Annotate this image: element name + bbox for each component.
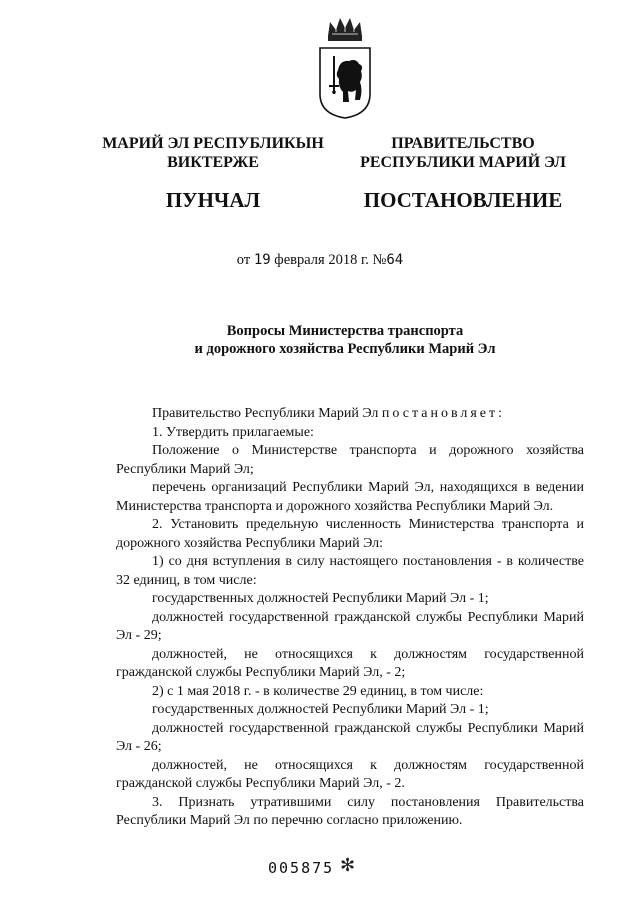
header-right-doctype: ПОСТАНОВЛЕНИЕ	[363, 188, 563, 212]
serial-number: 005875	[268, 859, 335, 877]
paragraph: должностей государственной гражданской службы Республики Марий Эл - 29;	[116, 609, 584, 643]
document-body	[116, 405, 584, 831]
paragraph: Положение о Министерстве транспорта и дорожного хозяйства Республики Марий Эл;	[116, 443, 584, 477]
paragraph: 1) со дня вступления в силу настоящего постановления - в количестве 32 единиц, в том числе:	[116, 554, 584, 588]
doc-number: 64	[386, 252, 404, 268]
paragraph: должностей, не относящихся к должностям государственной гражданской службы Республики Марий Эл, - 2.	[116, 757, 584, 791]
paragraph: государственных должностей Республики Марий Эл - 1;	[152, 591, 489, 606]
header-right	[348, 134, 578, 212]
header-right-line1: ПРАВИТЕЛЬСТВО	[391, 135, 535, 152]
paragraph-intro	[116, 405, 584, 424]
header-left-doctype: ПУНЧАЛ	[165, 188, 261, 212]
paragraph: должностей государственной гражданской службы Республики Марий Эл - 26;	[116, 720, 584, 754]
paragraph: перечень организаций Республики Марий Эл, находящихся в ведении Министерства транспорта и дорожного хозяйства Республики Марий Эл.	[116, 480, 584, 514]
header-right-line2: РЕСПУБЛИКИ МАРИЙ ЭЛ	[360, 154, 566, 171]
paragraph: 3. Признать утратившими силу постановления Правительства Республики Марий Эл по перечню согласно приложению.	[116, 794, 584, 828]
paragraph: 1. Утвердить прилагаемые:	[152, 424, 314, 440]
paragraph: 2) с 1 мая 2018 г. - в количестве 29 единиц, в том числе:	[152, 683, 484, 699]
intro-decree-word: постановляет:	[381, 406, 506, 421]
paragraph: должностей, не относящихся к должностям государственной гражданской службы Республики Марий Эл, - 2;	[116, 646, 584, 680]
title-line1: Вопросы Министерства транспорта	[226, 323, 464, 339]
date-middle: февраля 2018 г. №	[274, 252, 387, 268]
paragraph: 2. Установить предельную численность Министерства транспорта и дорожного хозяйства Республики Марий Эл:	[116, 517, 584, 551]
asterisk-icon: ✻	[340, 855, 356, 875]
paragraph: государственных должностей Республики Марий Эл - 1;	[152, 702, 489, 717]
document-title	[0, 322, 640, 358]
date-day: 19	[253, 252, 271, 268]
title-line2: и дорожного хозяйства Республики Марий Эл	[194, 341, 496, 357]
header-left	[78, 134, 348, 212]
header-left-line1: МАРИЙ ЭЛ РЕСПУБЛИКЫН	[102, 135, 324, 152]
header-left-line2: ВИКТЕРЖЕ	[167, 154, 259, 171]
date-prefix: от	[236, 252, 251, 268]
coat-of-arms-emblem	[316, 14, 374, 120]
intro-text: Правительство Республики Марий Эл	[152, 406, 379, 421]
date-line	[0, 252, 640, 269]
